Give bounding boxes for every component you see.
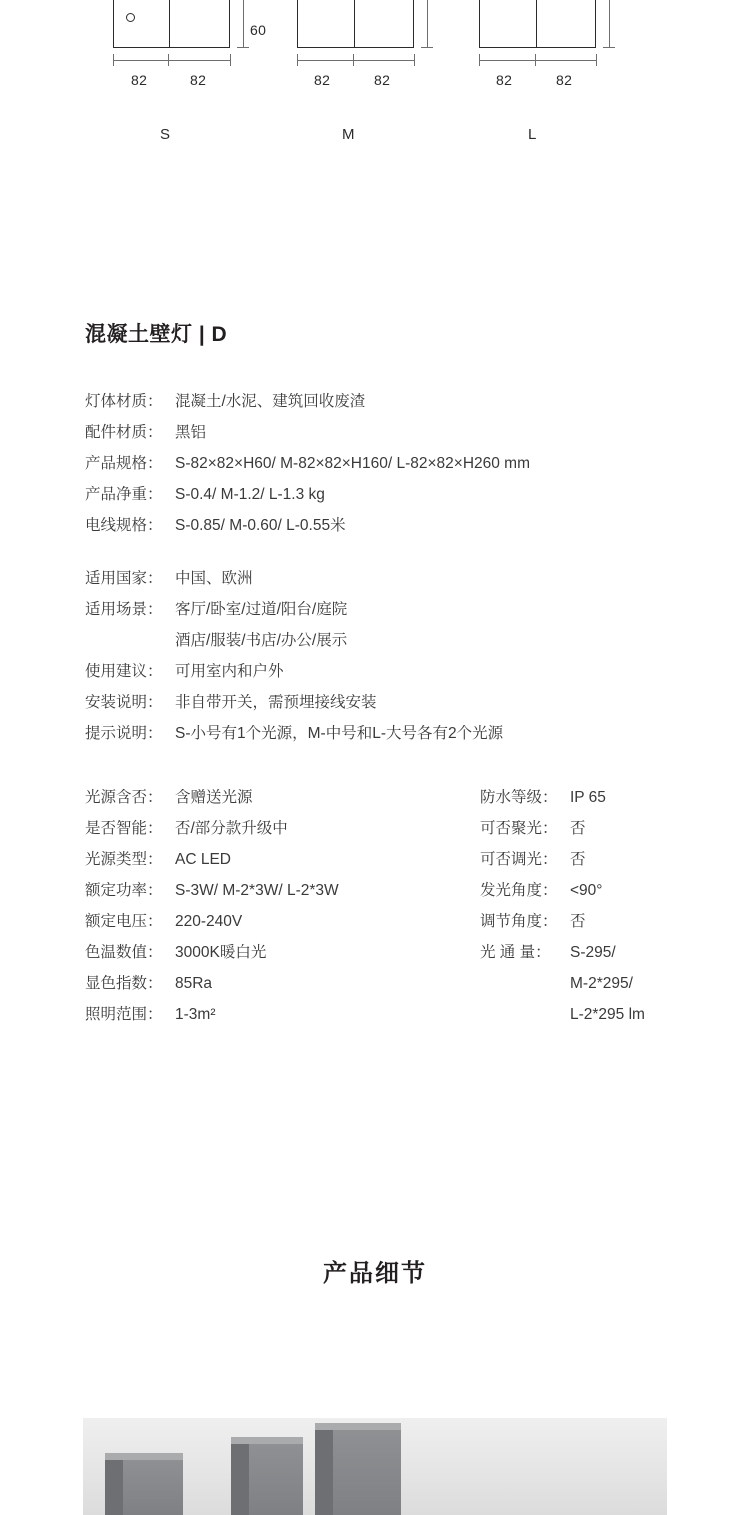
spec-row [85,937,339,968]
s-height-tick-bottom [237,47,249,48]
m-width-dim-line [297,60,414,61]
spec-value: 否 [570,913,586,930]
l-box-edge-line [536,0,537,47]
spec-value: S-0.85/ M-0.60/ L-0.55米 [175,517,346,534]
l-width-tick-left [479,54,480,66]
spec-value: AC LED [175,851,231,868]
spec-key: 色温数值： [85,944,163,961]
spec-value: IP 65 [570,789,606,806]
spec-row [85,386,530,417]
size-label-m: M [342,126,355,143]
spec-row [85,718,503,749]
spec-value: 可用室内和户外 [175,663,284,680]
spec-value: S-295/ [570,944,616,961]
spec-row [85,594,503,625]
spec-key: 照明范围： [85,1006,163,1023]
spec-key: 光 通 量： [480,944,551,961]
size-label-l: L [528,126,537,143]
spec-key: 显色指数： [85,975,163,992]
dim-height-60: 60 [250,22,267,38]
block-side-face [315,1430,333,1515]
s-width-tick-left [113,54,114,66]
spec-value: S-小号有1个光源，M-中号和L-大号各有2个光源 [175,725,504,742]
spec-row [85,448,530,479]
spec-row [480,813,645,844]
spec-group-technical-left [85,782,339,1030]
spec-value: 否/部分款升级中 [175,820,288,837]
m-height-tick-bottom [421,47,433,48]
size-m-box [297,0,414,48]
spec-value: 否 [570,851,586,868]
spec-row [85,479,530,510]
spec-value: S-82×82×H60/ M-82×82×H160/ L-82×82×H260 mm [175,455,531,472]
spec-row [85,999,339,1030]
l-width-dim-line [479,60,596,61]
spec-row [480,875,645,906]
spec-key: 电线规格： [85,517,163,534]
spec-key: 配件材质： [85,424,163,441]
l-height-dim-line [609,0,610,48]
spec-key: 安装说明： [85,694,163,711]
m-width-label-1: 82 [314,72,331,88]
spec-key: 额定电压： [85,913,163,930]
spec-value: S-3W/ M-2*3W/ L-2*3W [175,882,339,899]
s-width-label-2: 82 [190,72,207,88]
spec-row [480,844,645,875]
page-title: 混凝土壁灯 | D [85,323,228,346]
spec-value: 否 [570,820,586,837]
spec-value: 3000K暖白光 [175,944,267,961]
s-width-tick-mid [168,54,169,66]
size-s-box [113,0,230,48]
spec-value: 1-3m² [175,1006,216,1023]
spec-key: 可否聚光： [480,820,558,837]
l-width-label-2: 82 [556,72,573,88]
spec-row [85,813,339,844]
spec-value: 非自带开关，需预埋接线安装 [175,694,377,711]
spec-value: <90° [570,882,603,899]
spec-value: 85Ra [175,975,213,992]
concrete-block-middle [231,1437,303,1515]
spec-key: 防水等级： [480,789,558,806]
dimension-diagram [0,0,750,160]
spec-row [85,687,503,718]
block-top-face [105,1453,183,1460]
spec-key: 提示说明： [85,725,163,742]
spec-value-continued: 酒店/服装/书店/办公/展示 [175,632,348,649]
spec-key: 灯体材质： [85,393,163,410]
s-height-dim-line [243,0,244,48]
spec-group-material [85,386,530,541]
spec-key: 使用建议： [85,663,163,680]
concrete-block-left [105,1453,183,1515]
m-box-edge-line [354,0,355,47]
block-top-face [315,1423,401,1430]
m-width-tick-mid [353,54,354,66]
spec-group-usage [85,563,503,749]
m-width-tick-left [297,54,298,66]
spec-value: S-0.4/ M-1.2/ L-1.3 kg [175,486,325,503]
l-height-tick-bottom [603,47,615,48]
spec-row [480,906,645,937]
block-top-face [231,1437,303,1444]
spec-key: 产品规格： [85,455,163,472]
s-width-label-1: 82 [131,72,148,88]
block-side-face [231,1444,249,1515]
spec-key: 适用场景： [85,601,163,618]
m-height-dim-line [427,0,428,48]
concrete-block-right [315,1423,401,1515]
spec-key: 产品净重： [85,486,163,503]
spec-row [85,844,339,875]
spec-row [85,782,339,813]
spec-value: 中国、欧洲 [175,570,253,587]
spec-key: 是否智能： [85,820,163,837]
spec-row [85,656,503,687]
l-width-tick-mid [535,54,536,66]
spec-value: 220-240V [175,913,243,930]
spec-value: 客厅/卧室/过道/阳台/庭院 [175,601,348,618]
s-box-knob-icon [126,13,135,22]
size-l-box [479,0,596,48]
product-detail-photo [83,1418,667,1515]
spec-key: 额定功率： [85,882,163,899]
spec-value: 混凝土/水泥、建筑回收废渣 [175,393,366,410]
s-width-dim-line [113,60,230,61]
spec-row [85,510,530,541]
s-width-tick-right [230,54,231,66]
spec-value-continued: M-2*295/ [570,975,633,992]
s-box-edge-line [169,0,170,47]
spec-value-continued: L-2*295 lm [570,1006,645,1023]
spec-row [85,563,503,594]
spec-value: 黑铝 [175,424,207,441]
l-width-tick-right [596,54,597,66]
spec-row [85,968,339,999]
m-width-tick-right [414,54,415,66]
spec-key: 可否调光： [480,851,558,868]
spec-row [85,417,530,448]
m-width-label-2: 82 [374,72,391,88]
spec-key: 光源类型： [85,851,163,868]
spec-key: 适用国家： [85,570,163,587]
spec-value: 含赠送光源 [175,789,253,806]
spec-group-technical-right [480,782,645,1030]
block-side-face [105,1460,123,1515]
spec-row [85,906,339,937]
spec-row [85,875,339,906]
spec-row [480,782,645,813]
spec-key: 发光角度： [480,882,558,899]
l-width-label-1: 82 [496,72,513,88]
size-label-s: S [160,126,171,143]
spec-key: 调节角度： [480,913,558,930]
spec-key: 光源含否： [85,789,163,806]
section-heading-product-detail: 产品细节 [323,1260,427,1287]
spec-row [480,937,645,968]
